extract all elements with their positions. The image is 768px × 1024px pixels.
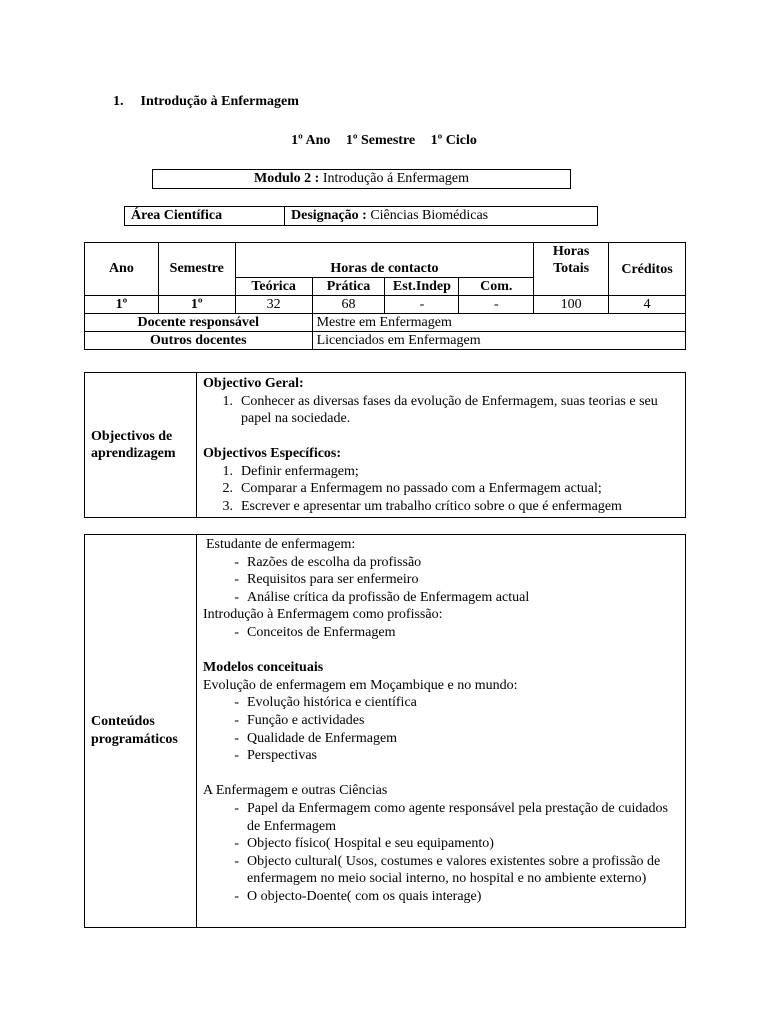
- list-item: - Análise crítica da profissão de Enfermagem actual: [234, 589, 530, 605]
- list-item: - Objecto físico( Hospital e seu equipamento): [234, 836, 494, 852]
- header-semestre: Semestre: [158, 243, 235, 296]
- cell-pratica: 68: [312, 296, 385, 314]
- contents-label-line1: Conteúdos: [91, 714, 155, 730]
- area-label: Área Científica: [125, 207, 285, 225]
- table-row: [85, 296, 686, 314]
- general-objective-list: [203, 393, 679, 428]
- list-item: - Função e actividades: [234, 712, 365, 728]
- cell-est-indep: -: [385, 296, 459, 314]
- cell-teorica: 32: [235, 296, 312, 314]
- section-title: Introdução à Enfermagem: [140, 94, 299, 109]
- module-value: Introdução á Enfermagem: [322, 171, 469, 186]
- header-horas-totais: [534, 243, 609, 278]
- designation-cell: [285, 207, 597, 225]
- list-item: - O objecto-Doente( com os quais interage): [234, 888, 482, 904]
- empty-cell: [609, 278, 686, 296]
- header-creditos: Créditos: [609, 243, 686, 278]
- list-item: - Papel da Enfermagem como agente responsável pela prestação de cuidados de Enfermagem: [234, 800, 668, 834]
- objectives-label-line1: Objectivos de: [91, 428, 173, 444]
- contents-table: [84, 534, 686, 928]
- list-item: - Evolução histórica e científica: [234, 695, 417, 711]
- header-horas-contacto: Horas de contacto: [235, 243, 534, 278]
- cycle-label: 1º Ciclo: [430, 133, 477, 148]
- list-item: 1. Definir enfermagem;: [222, 463, 359, 479]
- subheader-pratica: Prática: [312, 278, 385, 296]
- list-item: 2. Comparar a Enfermagem no passado com a Enfermagem actual;: [222, 481, 602, 497]
- cell-horas-totais: 100: [534, 296, 609, 314]
- contents-label-line2: programáticos: [91, 732, 178, 747]
- subheader-com: Com.: [459, 278, 534, 296]
- module-label: Modulo 2 :: [254, 171, 320, 186]
- header-horas-totais-line1: Horas: [552, 244, 590, 260]
- section-heading: [113, 94, 299, 110]
- contents-label: [85, 535, 197, 928]
- subheader-teorica: Teórica: [235, 278, 312, 296]
- docente-label: Docente responsável: [85, 314, 313, 332]
- contents-body: [197, 535, 686, 928]
- student-list: [203, 554, 679, 607]
- list-item: - Requisitos para ser enfermeiro: [234, 572, 419, 588]
- outros-value: Licenciados em Enfermagem: [312, 332, 685, 350]
- list-item: - Qualidade de Enfermagem: [234, 730, 398, 746]
- cell-ano: 1º: [85, 296, 159, 314]
- semester-label: 1º Semestre: [345, 133, 416, 148]
- list-item: - Perspectivas: [234, 748, 317, 764]
- evolution-title: Evolução de enfermagem em Moçambique e no mundo:: [203, 677, 518, 693]
- list-item: 3. Escrever e apresentar um trabalho crítico sobre o que é enfermagem: [222, 498, 622, 514]
- general-objective-title: Objectivo Geral:: [203, 376, 304, 391]
- intro-list: [203, 624, 679, 642]
- specific-objectives-title: Objectivos Específicos:: [203, 446, 342, 462]
- objectives-label: [85, 373, 197, 518]
- sciences-title: A Enfermagem e outras Ciências: [203, 783, 388, 799]
- module-box: [152, 169, 571, 189]
- section-number: 1.: [113, 94, 124, 109]
- header-horas-totais-line2: Totais: [553, 261, 590, 277]
- sciences-list: [203, 800, 679, 906]
- list-item: - Razões de escolha da profissão: [234, 554, 422, 570]
- objectives-content: [197, 373, 686, 518]
- objectives-table: [84, 372, 686, 518]
- outros-label: Outros docentes: [85, 332, 313, 350]
- intro-title: Introdução à Enfermagem como profissão:: [203, 607, 443, 623]
- header-ano: Ano: [85, 243, 159, 296]
- subheader-est-indep: Est.Indep: [385, 278, 459, 296]
- specific-objectives-list: [203, 463, 679, 516]
- cell-semestre: 1º: [158, 296, 235, 314]
- objectives-label-line2: aprendizagem: [91, 446, 176, 462]
- evolution-list: [203, 694, 679, 764]
- year-label: 1º Ano: [291, 133, 331, 148]
- docente-value: Mestre em Enfermagem: [312, 314, 685, 332]
- designation-label: Designação :: [291, 208, 367, 223]
- designation-value: Ciências Biomédicas: [370, 208, 489, 223]
- hours-table: [84, 242, 686, 350]
- cell-creditos: 4: [609, 296, 686, 314]
- empty-cell: [534, 278, 609, 296]
- area-box: [124, 206, 598, 226]
- models-title: Modelos conceituais: [203, 660, 324, 676]
- list-item: - Objecto cultural( Usos, costumes e valores existentes sobre a profissão de enfermagem no meio social interno, no hospital e no ambiente externo): [234, 853, 661, 887]
- list-item: 1. Conhecer as diversas fases da evolução de Enfermagem, suas teorias e seu papel na sociedade.: [222, 393, 658, 426]
- cell-com: -: [459, 296, 534, 314]
- student-title: Estudante de enfermagem:: [206, 537, 356, 552]
- list-item: - Conceitos de Enfermagem: [234, 624, 396, 640]
- year-semester-cycle: [0, 133, 768, 149]
